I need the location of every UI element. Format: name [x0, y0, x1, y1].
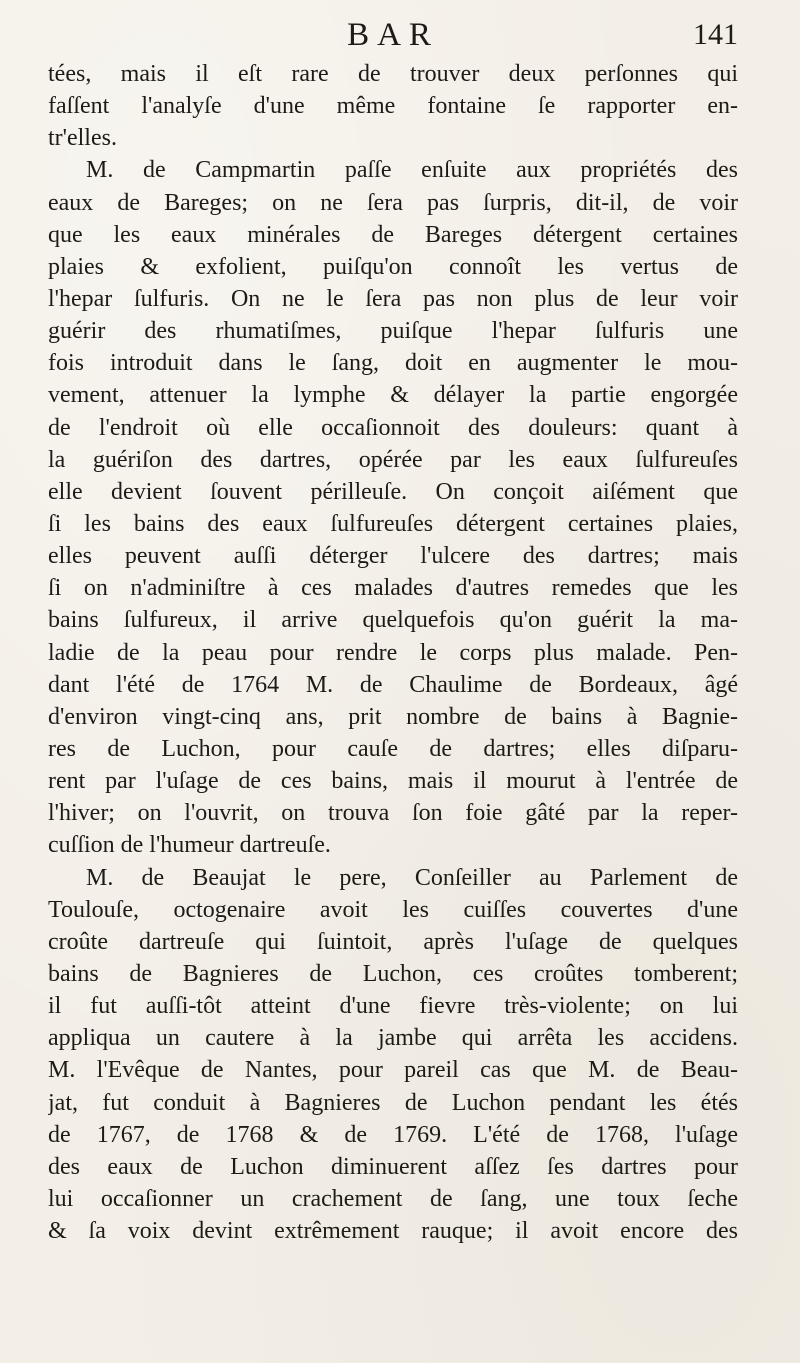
text-line: il fut auſſi-tôt atteint d'une fievre très-violente; on lui	[48, 993, 738, 1020]
text-line: cuſſion de l'humeur dartreuſe.	[48, 832, 331, 859]
text-line: dant l'été de 1764 M. de Chaulime de Bordeaux, âgé	[48, 671, 738, 698]
text-line: d'environ vingt-cinq ans, prit nombre de bains à Bagnie-	[48, 703, 738, 730]
text-line: ladie de la peau pour rendre le corps plus malade. Pen-	[48, 639, 738, 666]
text-line: elles peuvent auſſi déterger l'ulcere des dartres; mais	[48, 543, 738, 570]
text-line: bains ſulfureux, il arrive quelquefois qu'on guérit la ma-	[48, 607, 738, 634]
paragraph-start-line: M. de Campmartin paſſe enſuite aux propriétés des	[86, 157, 738, 184]
text-line: tr'elles.	[48, 125, 117, 152]
paragraph-start-line: M. de Beaujat le pere, Conſeiller au Parlement de	[86, 864, 738, 891]
text-line: vement, attenuer la lymphe & délayer la partie engorgée	[48, 382, 738, 409]
text-line: M. l'Evêque de Nantes, pour pareil cas que M. de Beau-	[48, 1057, 738, 1084]
text-line: l'hepar ſulfuris. On ne le ſera pas non plus de leur voir	[48, 285, 738, 312]
text-line: plaies & exfolient, puiſqu'on connoît les vertus de	[48, 253, 738, 280]
running-head: BAR	[347, 17, 439, 53]
text-line: bains de Bagnieres de Luchon, ces croûtes tomberent;	[48, 960, 738, 987]
text-line: appliqua un cautere à la jambe qui arrêta les accidens.	[48, 1025, 738, 1052]
text-line: Toulouſe, octogenaire avoit les cuiſſes couvertes d'une	[48, 896, 738, 923]
text-line: guérir des rhumatiſmes, puiſque l'hepar ſulfuris une	[48, 318, 738, 345]
text-line: faſſent l'analyſe d'une même fontaine ſe rapporter en-	[48, 93, 738, 120]
text-line: fois introduit dans le ſang, doit en augmenter le mou-	[48, 350, 738, 377]
text-line: elle devient ſouvent périlleuſe. On conçoit aiſément que	[48, 478, 738, 505]
text-line: res de Luchon, pour cauſe de dartres; elles diſparu-	[48, 735, 738, 762]
text-line: eaux de Bareges; on ne ſera pas ſurpris, dit-il, de voir	[48, 189, 738, 216]
text-line: la guériſon des dartres, opérée par les eaux ſulfureuſes	[48, 446, 738, 473]
page-number: 141	[693, 18, 738, 51]
text-line: que les eaux minérales de Bareges détergent certaines	[48, 221, 738, 248]
text-line: des eaux de Luchon diminuerent aſſez ſes dartres pour	[48, 1153, 738, 1180]
text-line: de l'endroit où elle occaſionnoit des douleurs: quant à	[48, 414, 738, 441]
text-line: rent par l'uſage de ces bains, mais il mourut à l'entrée de	[48, 768, 738, 795]
text-line: croûte dartreuſe qui ſuintoit, après l'uſage de quelques	[48, 928, 738, 955]
text-line: jat, fut conduit à Bagnieres de Luchon pendant les étés	[48, 1089, 738, 1116]
body-text	[48, 58, 738, 1247]
text-line: tées, mais il eſt rare de trouver deux perſonnes qui	[48, 61, 738, 87]
text-line: lui occaſionner un crachement de ſang, une toux ſeche	[48, 1185, 738, 1212]
page-header	[48, 14, 738, 56]
text-line: ſi on n'adminiſtre à ces malades d'autres remedes que les	[48, 575, 738, 602]
text-line: & ſa voix devint extrêmement rauque; il avoit encore des	[48, 1218, 738, 1245]
text-line: l'hiver; on l'ouvrit, on trouva ſon foie gâté par la reper-	[48, 800, 738, 827]
text-line: de 1767, de 1768 & de 1769. L'été de 1768, l'uſage	[48, 1121, 738, 1148]
text-line: ſi les bains des eaux ſulfureuſes détergent certaines plaies,	[48, 510, 738, 537]
